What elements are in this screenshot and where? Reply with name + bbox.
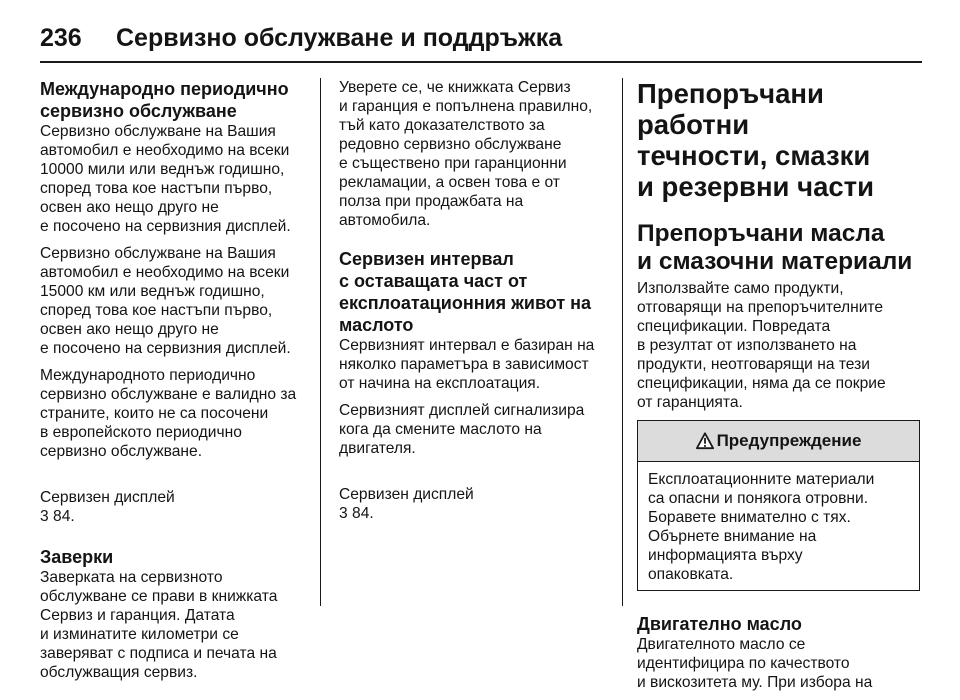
arrow-ref-symbol: 3	[40, 508, 49, 525]
ref-page: 84.	[352, 505, 374, 522]
warning-title: Предупреждение	[716, 431, 862, 450]
paragraph: Международното периодично сервизно обслужване е валидно за страните, които не са посочени в европейското периодично сервизно обслужване.	[40, 367, 297, 460]
ref-text: Сервизен дисплей	[40, 489, 175, 506]
paragraph-service-display-ref	[339, 466, 615, 523]
warning-body	[638, 462, 919, 590]
paragraph: Използвайте само продукти, отговарящи на препоръчителните спецификации. Повредата в резултат от използването на продукти, неотговарящи на тези спецификации, няма да се покрие от гаранцията.	[637, 280, 886, 411]
section-heading-engine-oil: Двигателно масло	[637, 614, 802, 634]
section-heading-recommended-oils: Препоръчани масла и смазочни материали	[637, 220, 913, 275]
paragraph: Сервизният интервал е базиран на няколко параметъра в зависимост от начина на експлоатация.	[339, 337, 595, 392]
column-1	[40, 78, 316, 690]
paragraph: Сервизно обслужване на Вашия автомобил е необходимо на всеки 10000 мили или веднъж годишно, според това кое настъпи първо, освен ако нещо друго не е посочено на сервизния дисплей.	[40, 123, 291, 235]
warning-icon	[696, 432, 714, 450]
section-heading-endorsements: Заверки	[40, 547, 114, 567]
paragraph: Сервизно обслужване на Вашия автомобил е необходимо на всеки 15000 км или веднъж годишно, според това кое настъпи първо, освен ако нещо друго не е посочено на сервизния дисплей.	[40, 245, 291, 357]
warning-box	[637, 420, 920, 591]
page-ref-link[interactable]	[339, 505, 374, 522]
header-rule	[40, 61, 922, 63]
section-heading-service-interval: Сервизен интервал с оставащата част от експлоатационния живот на маслото	[339, 249, 592, 335]
paragraph: Уверете се, че книжката Сервиз и гаранция е попълнена правилно, тъй като доказателството за редовно сервизно обслужване е съществено при гаранционни рекламации, а освен това е от полза при продажбата на автомобила.	[339, 79, 593, 229]
column-2	[339, 78, 615, 531]
arrow-ref-symbol: 3	[339, 505, 348, 522]
warning-text: Експлоатационните материали са опасни и понякога отровни. Боравете внимателно с тях. Обърнете внимание на информацията върху опаковката.	[648, 471, 875, 583]
column-divider-right	[622, 78, 623, 606]
column-divider-left	[320, 78, 321, 606]
ref-page: 84.	[53, 508, 75, 525]
chapter-heading-recommended-fluids: Препоръчани работни течности, смазки и резервни части	[637, 78, 875, 202]
page-title: Сервизно обслужване и поддръжка	[116, 23, 563, 52]
warning-header	[638, 421, 919, 462]
page-number: 236	[40, 23, 82, 52]
paragraph: Заверката на сервизното обслужване се прави в книжката Сервиз и гаранция. Датата и изминатите километри се заверяват с подписа и печата на обслужващия сервиз.	[40, 569, 278, 681]
column-3	[637, 78, 920, 700]
ref-text: Сервизен дисплей	[339, 486, 474, 503]
page-header	[40, 16, 920, 60]
paragraph: Сервизният дисплей сигнализира кога да смените маслото на двигателя.	[339, 402, 585, 457]
section-heading-international-service: Международно периодично сервизно обслужване	[40, 79, 289, 121]
paragraph-service-display-ref	[40, 469, 316, 526]
paragraph: Двигателното масло се идентифицира по качеството и вискозитета му. При избора на	[637, 636, 873, 691]
page-ref-link[interactable]	[40, 508, 75, 525]
